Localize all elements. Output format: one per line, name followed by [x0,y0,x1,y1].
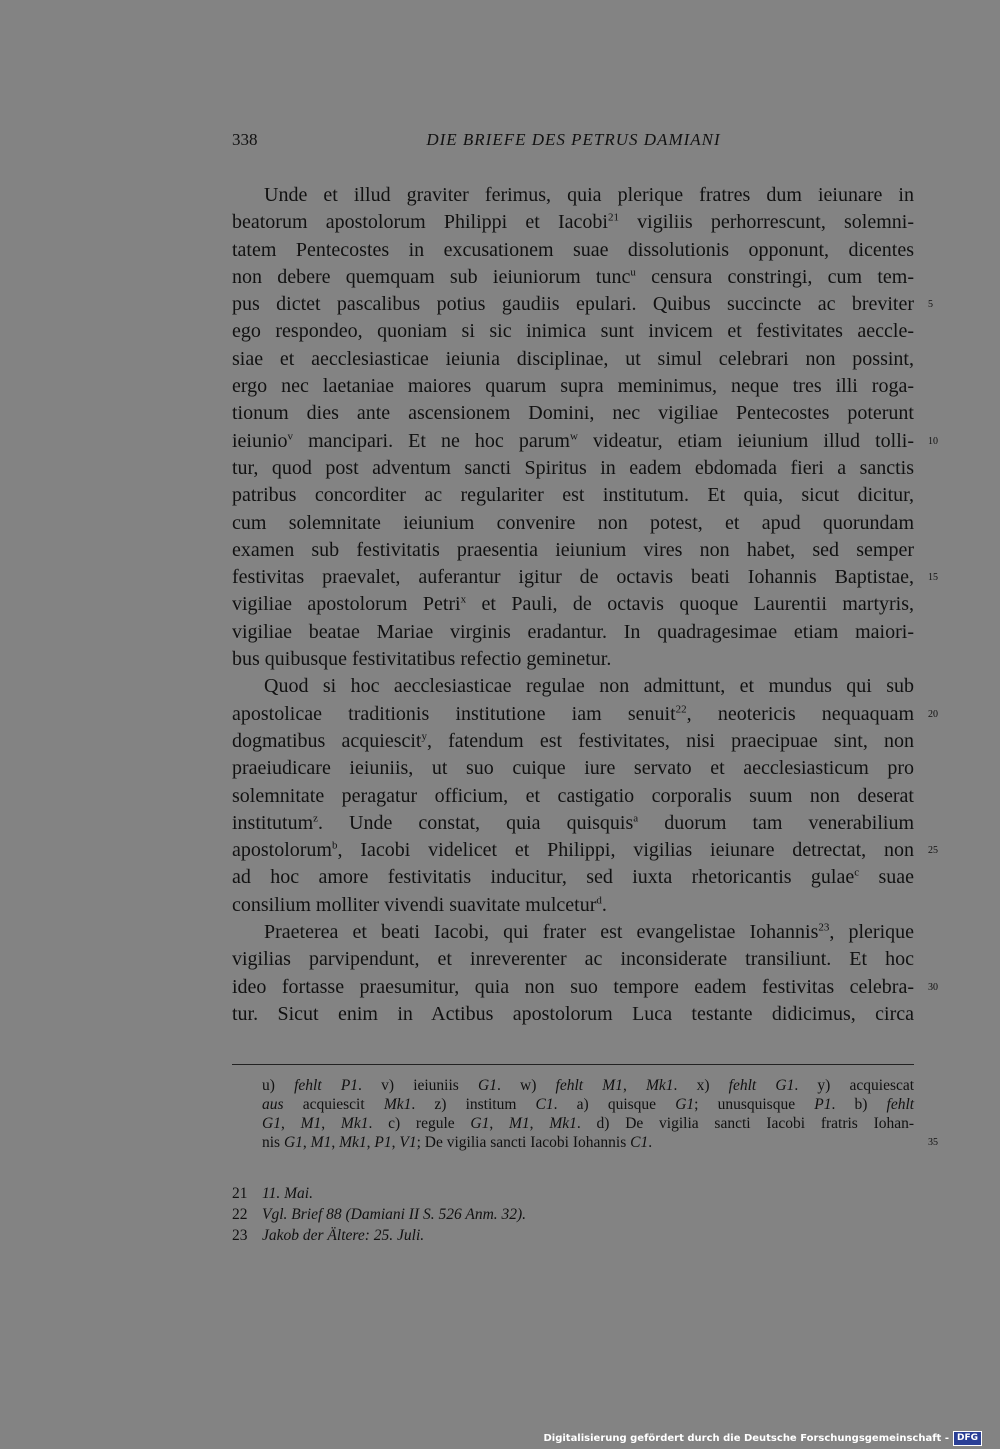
apparatus-token: . [648,1134,653,1151]
line-number: 15 [928,572,938,584]
text-line [232,482,914,509]
apparatus-token: . [553,1096,558,1113]
footnote-marker: c [854,866,860,879]
apparatus-token [581,1115,597,1132]
line-text: siae et aecclesiasticae ieiunia disciplinae, ut simul celebrari non possint, [232,347,914,370]
apparatus-token [446,1096,465,1113]
apparatus-token [365,1096,384,1113]
apparatus-token [710,1077,729,1094]
line-text: . [601,893,607,916]
text-line [232,946,914,973]
apparatus-token: ; [694,1096,699,1113]
apparatus-line [262,1095,914,1114]
footnote [232,1204,914,1225]
text-line [232,837,938,864]
line-text: mancipari. Et ne hoc parum [293,429,570,452]
running-title: DIE BRIEFE DES PETRUS DAMIANI [426,130,721,149]
text-line [232,428,938,455]
line-text: Praeterea et beati Iacobi, qui frater est evangelistae Iohannis [264,921,819,944]
digitization-credit [543,1431,982,1445]
line-text: tur. Sicut enim in Actibus apostolorum Luca testante didicimus, circa [232,1002,914,1025]
line-text: suae [859,866,915,889]
text-line [232,510,914,537]
line-text: patribus concorditer ac regulariter est institutum. Et quia, sicut dicitur, [232,484,914,507]
line-text: non debere quemquam sub ieiuniorum tunc [232,265,631,288]
apparatus-token: Mk1 [383,1096,412,1113]
text-line [232,646,914,673]
line-text: ergo nec laetaniae maiores quarum supra meminimus, neque tres illi roga- [232,375,914,398]
line-text: ego respondeo, quoniam si sic inimica sunt invicem et festivitates aeccle- [232,320,914,343]
apparatus-token: v) [381,1077,395,1094]
line-text: , neotericis nequaquam [686,702,914,725]
apparatus-token: P1 [814,1096,832,1113]
line-text: apostolicae traditionis institutione iam senuit [232,702,676,725]
apparatus-token [285,1115,301,1132]
apparatus-token: a) [576,1096,589,1113]
text-line [232,892,914,919]
footnote-marker: a [633,812,639,825]
apparatus-token: Iacobi [530,1134,569,1151]
text-line [232,728,914,755]
apparatus-token [536,1077,555,1094]
apparatus-token: vigilia [446,1134,487,1151]
apparatus-token [362,1077,381,1094]
apparatus-token: aus [262,1096,284,1113]
apparatus-token: regule [415,1115,455,1132]
line-text: apostolorum [232,839,332,862]
apparatus-token: . [368,1115,373,1132]
text-line [232,318,914,345]
apparatus-token: Mk1 [549,1115,577,1132]
text-line [232,373,914,400]
line-text: dogmatibus acquiescit [232,729,422,752]
line-text: censura constringi, cum tem- [635,265,915,288]
line-text: cum solemnitate ieiunium convenire non potest, et apud quorundam [232,511,914,534]
line-text: tur, quod post adventum sancti Spiritus in eadem ebdomada fieri a sanctis [232,456,914,479]
apparatus-token: . [496,1077,501,1094]
footnote-marker: 21 [607,211,619,224]
apparatus-token [394,1077,413,1094]
text-line [232,1001,914,1028]
footnote-marker: b [332,839,338,852]
text-line [232,291,933,318]
line-number: 35 [928,1137,938,1148]
apparatus-token: . [358,1077,362,1094]
apparatus-line [262,1133,938,1152]
apparatus-token: . [794,1077,799,1094]
apparatus-token [609,1115,625,1132]
apparatus-token: M1 [509,1115,530,1132]
line-text: , plerique [829,921,915,944]
text-line [232,346,914,373]
apparatus-token: . [576,1115,581,1132]
apparatus-token: sancti [714,1115,751,1132]
apparatus-token [583,1077,602,1094]
apparatus-token: , [280,1115,285,1132]
text-line [232,264,914,291]
apparatus-token: V1 [399,1134,417,1151]
apparatus-token [627,1077,646,1094]
apparatus-token [656,1096,675,1113]
footnote-marker: 23 [818,921,830,934]
text-line [232,400,914,427]
apparatus-token [795,1096,814,1113]
apparatus-token: G1 [470,1115,490,1132]
line-text: festivitas praevalet, auferantur igitur de octavis beati Iohannis Baptistae, [232,566,914,589]
text-line [232,864,914,891]
text-line [232,537,914,564]
apparatus-token: , [489,1115,494,1132]
apparatus-token: acquiescit [302,1096,365,1113]
text-line [232,919,914,946]
line-text: Unde et illud graviter ferimus, quia plerique fratres dum ieiunare in [264,184,914,206]
line-text: ideo fortasse praesumitur, quia non suo tempore eadem festivitas celebra- [232,975,914,998]
apparatus-token: De [625,1115,644,1132]
apparatus-token: fehlt [728,1077,757,1094]
apparatus-token [835,1096,854,1113]
line-text: vigiliis perhorrescunt, solemni- [618,211,914,234]
apparatus-token: acquiescat [849,1077,915,1094]
apparatus-token [516,1096,535,1113]
apparatus-token: . [673,1077,678,1094]
apparatus-token [698,1096,717,1113]
apparatus-token: M1 [300,1115,322,1132]
apparatus-token: ieiuniis [413,1077,459,1094]
text-line [232,755,914,782]
footnote-text: 11. Mai. [262,1185,313,1202]
main-text [232,182,938,1028]
line-text: institutum [232,811,314,834]
footnote-marker: u [630,266,636,279]
line-text: ieiunio [232,429,288,452]
footnote-marker: v [287,430,294,443]
apparatus-token: . [831,1096,836,1113]
text-line [232,810,914,837]
apparatus-token [455,1115,471,1132]
apparatus-token: , [366,1134,371,1151]
text-line [232,619,914,646]
line-text: pus dictet pascalibus potius gaudiis epulari. Quibus succincte ac breviter [232,293,914,316]
apparatus-token [867,1096,886,1113]
apparatus-token [400,1115,416,1132]
apparatus-token: nis [262,1134,281,1151]
apparatus-token: , [331,1134,336,1151]
apparatus-token: , [321,1115,326,1132]
footnote-marker: 22 [675,702,687,715]
line-text: et Pauli, de octavis quoque Laurentii martyris, [466,593,915,616]
apparatus-token [275,1077,294,1094]
apparatus-token: . [411,1096,416,1113]
apparatus-token: w) [520,1077,537,1094]
apparatus-token: Iohannis [572,1134,627,1151]
apparatus-token: y) [817,1077,831,1094]
apparatus-token: , [391,1134,396,1151]
dfg-logo: DFG [953,1431,982,1446]
apparatus-token: C1 [535,1096,554,1113]
apparatus-token: fehlt [294,1077,322,1094]
page-number: 338 [232,130,258,149]
footnote-number: 21 [232,1185,248,1202]
footnote [232,1225,914,1246]
apparatus-line [262,1076,914,1095]
apparatus-token: G1 [283,1134,303,1151]
apparatus-token [858,1115,874,1132]
apparatus-token [493,1115,509,1132]
footnote-marker: x [460,593,467,606]
apparatus-token: M1 [602,1077,623,1094]
text-line [232,974,938,1001]
apparatus-token [699,1115,715,1132]
line-number: 25 [928,845,938,857]
apparatus-token [284,1096,303,1113]
apparatus-token: , [622,1077,627,1094]
apparatus-token: G1 [675,1096,695,1113]
text-line [232,564,938,591]
line-text: examen sub festivitatis praesentia ieiunium vires non habet, sed semper [232,538,914,561]
line-number: 5 [928,299,933,311]
text-line [232,783,914,810]
line-text: tatem Pentecostes in excusationem suae dissolutionis opponunt, dicentes [232,238,914,261]
footnotes [232,1183,914,1246]
apparatus-token [589,1096,608,1113]
apparatus-token: unusquisque [717,1096,796,1113]
apparatus-token: Mk1 [645,1077,674,1094]
line-text: vigilias parvipendunt, et inreverenter ac inconsiderate transiliunt. Et hoc [232,948,914,971]
apparatus-token [322,1077,341,1094]
apparatus-token: , [529,1115,534,1132]
apparatus-token: ; [416,1134,421,1151]
apparatus-token: , [302,1134,307,1151]
text-line [232,209,914,236]
text-line [232,455,914,482]
apparatus-token: fehlt [886,1096,915,1113]
line-text: videatur, etiam ieiunium illud tolli- [577,429,914,452]
line-text: bus quibusque festivitatibus refectio geminetur. [232,648,612,671]
footnote [232,1183,914,1204]
apparatus-token: Mk1 [340,1115,369,1132]
apparatus-token: De [424,1134,443,1151]
apparatus-token: P1 [340,1077,359,1094]
line-number: 30 [928,981,938,993]
line-text: praeiudicare ieiuniis, ut suo cuique iure servato et aecclesiasticum pro [232,757,914,780]
text-line [232,237,914,264]
apparatus-token: M1 [310,1134,332,1151]
line-text: vigiliae apostolorum Petri [232,593,461,616]
apparatus-token [415,1096,434,1113]
line-number: 20 [928,708,938,720]
line-text: tionum dies ante ascensionem Domini, nec vigiliae Pentecostes poterunt [232,402,914,425]
apparatus-token: x) [696,1077,710,1094]
apparatus-token [830,1077,849,1094]
apparatus-token [459,1077,478,1094]
line-text: duorum tam venerabilium [638,811,914,834]
apparatus-token [751,1115,767,1132]
line-text: ad hoc amore festivitatis inducitur, sed iuxta rhetoricantis gulae [232,866,855,889]
apparatus-token [798,1077,817,1094]
apparatus-token: fehlt [555,1077,584,1094]
footnote-text: Vgl. Brief 88 (Damiani II S. 526 Anm. 32). [262,1206,527,1223]
apparatus-token [558,1096,577,1113]
text-line [232,701,938,728]
apparatus-divider [232,1064,914,1065]
text-line [232,673,914,700]
apparatus-token: d) [596,1115,610,1132]
apparatus-line [262,1114,914,1133]
critical-apparatus [262,1076,938,1152]
text-line [232,182,914,209]
apparatus-token: quisque [607,1096,657,1113]
line-text: beatorum apostolorum Philippi et Iacobi [232,211,608,234]
footnote-number: 23 [232,1227,248,1244]
apparatus-token: b) [854,1096,868,1113]
line-number: 10 [928,435,938,447]
apparatus-token: c) [388,1115,401,1132]
apparatus-token [643,1115,659,1132]
apparatus-token: vigilia [659,1115,699,1132]
apparatus-token [501,1077,520,1094]
line-text: , Iacobi videlicet et Philippi, vigilias ieiunare detrectat, non [337,839,914,862]
apparatus-token [372,1115,388,1132]
apparatus-token: G1 [775,1077,795,1094]
footnote-text: Jakob der Ältere: 25. Juli. [262,1227,425,1244]
apparatus-token: z) [434,1096,447,1113]
apparatus-token [805,1115,821,1132]
line-text: , fatendum est festivitates, nisi praecipuae sint, non [426,729,914,752]
apparatus-token: Iohan- [873,1115,915,1132]
apparatus-token [756,1077,775,1094]
line-text: solemnitate peragatur officium, et castigatio corporalis suum non deserat [232,784,914,807]
apparatus-token: P1 [374,1134,392,1151]
footnote-number: 22 [232,1206,248,1223]
apparatus-token [677,1077,696,1094]
credit-text: Digitalisierung gefördert durch die Deutsche Forschungsgemeinschaft - [543,1432,949,1444]
apparatus-token: G1 [478,1077,497,1094]
line-text: consilium molliter vivendi suavitate mulcetur [232,893,597,916]
apparatus-token: sancti [490,1134,527,1151]
text-line [232,591,914,618]
footnote-marker: y [421,730,427,743]
apparatus-token: u) [262,1077,275,1094]
page-header [232,130,915,156]
apparatus-token: G1 [262,1115,281,1132]
line-text: . Unde constat, quia quisquis [318,811,634,834]
apparatus-token: fratris [820,1115,858,1132]
apparatus-token [325,1115,341,1132]
footnote-marker: d [596,894,602,907]
apparatus-token: Iacobi [766,1115,806,1132]
apparatus-token [534,1115,550,1132]
apparatus-token: C1 [630,1134,649,1151]
line-text: vigiliae beatae Mariae virginis eradantur. In quadragesimae etiam maiori- [232,620,914,643]
apparatus-token: institum [465,1096,517,1113]
footnote-marker: w [569,430,578,443]
footnote-marker: z [313,812,319,825]
apparatus-token: Mk1 [339,1134,367,1151]
line-text: Quod si hoc aecclesiasticae regulae non admittunt, et mundus qui sub [264,675,914,698]
